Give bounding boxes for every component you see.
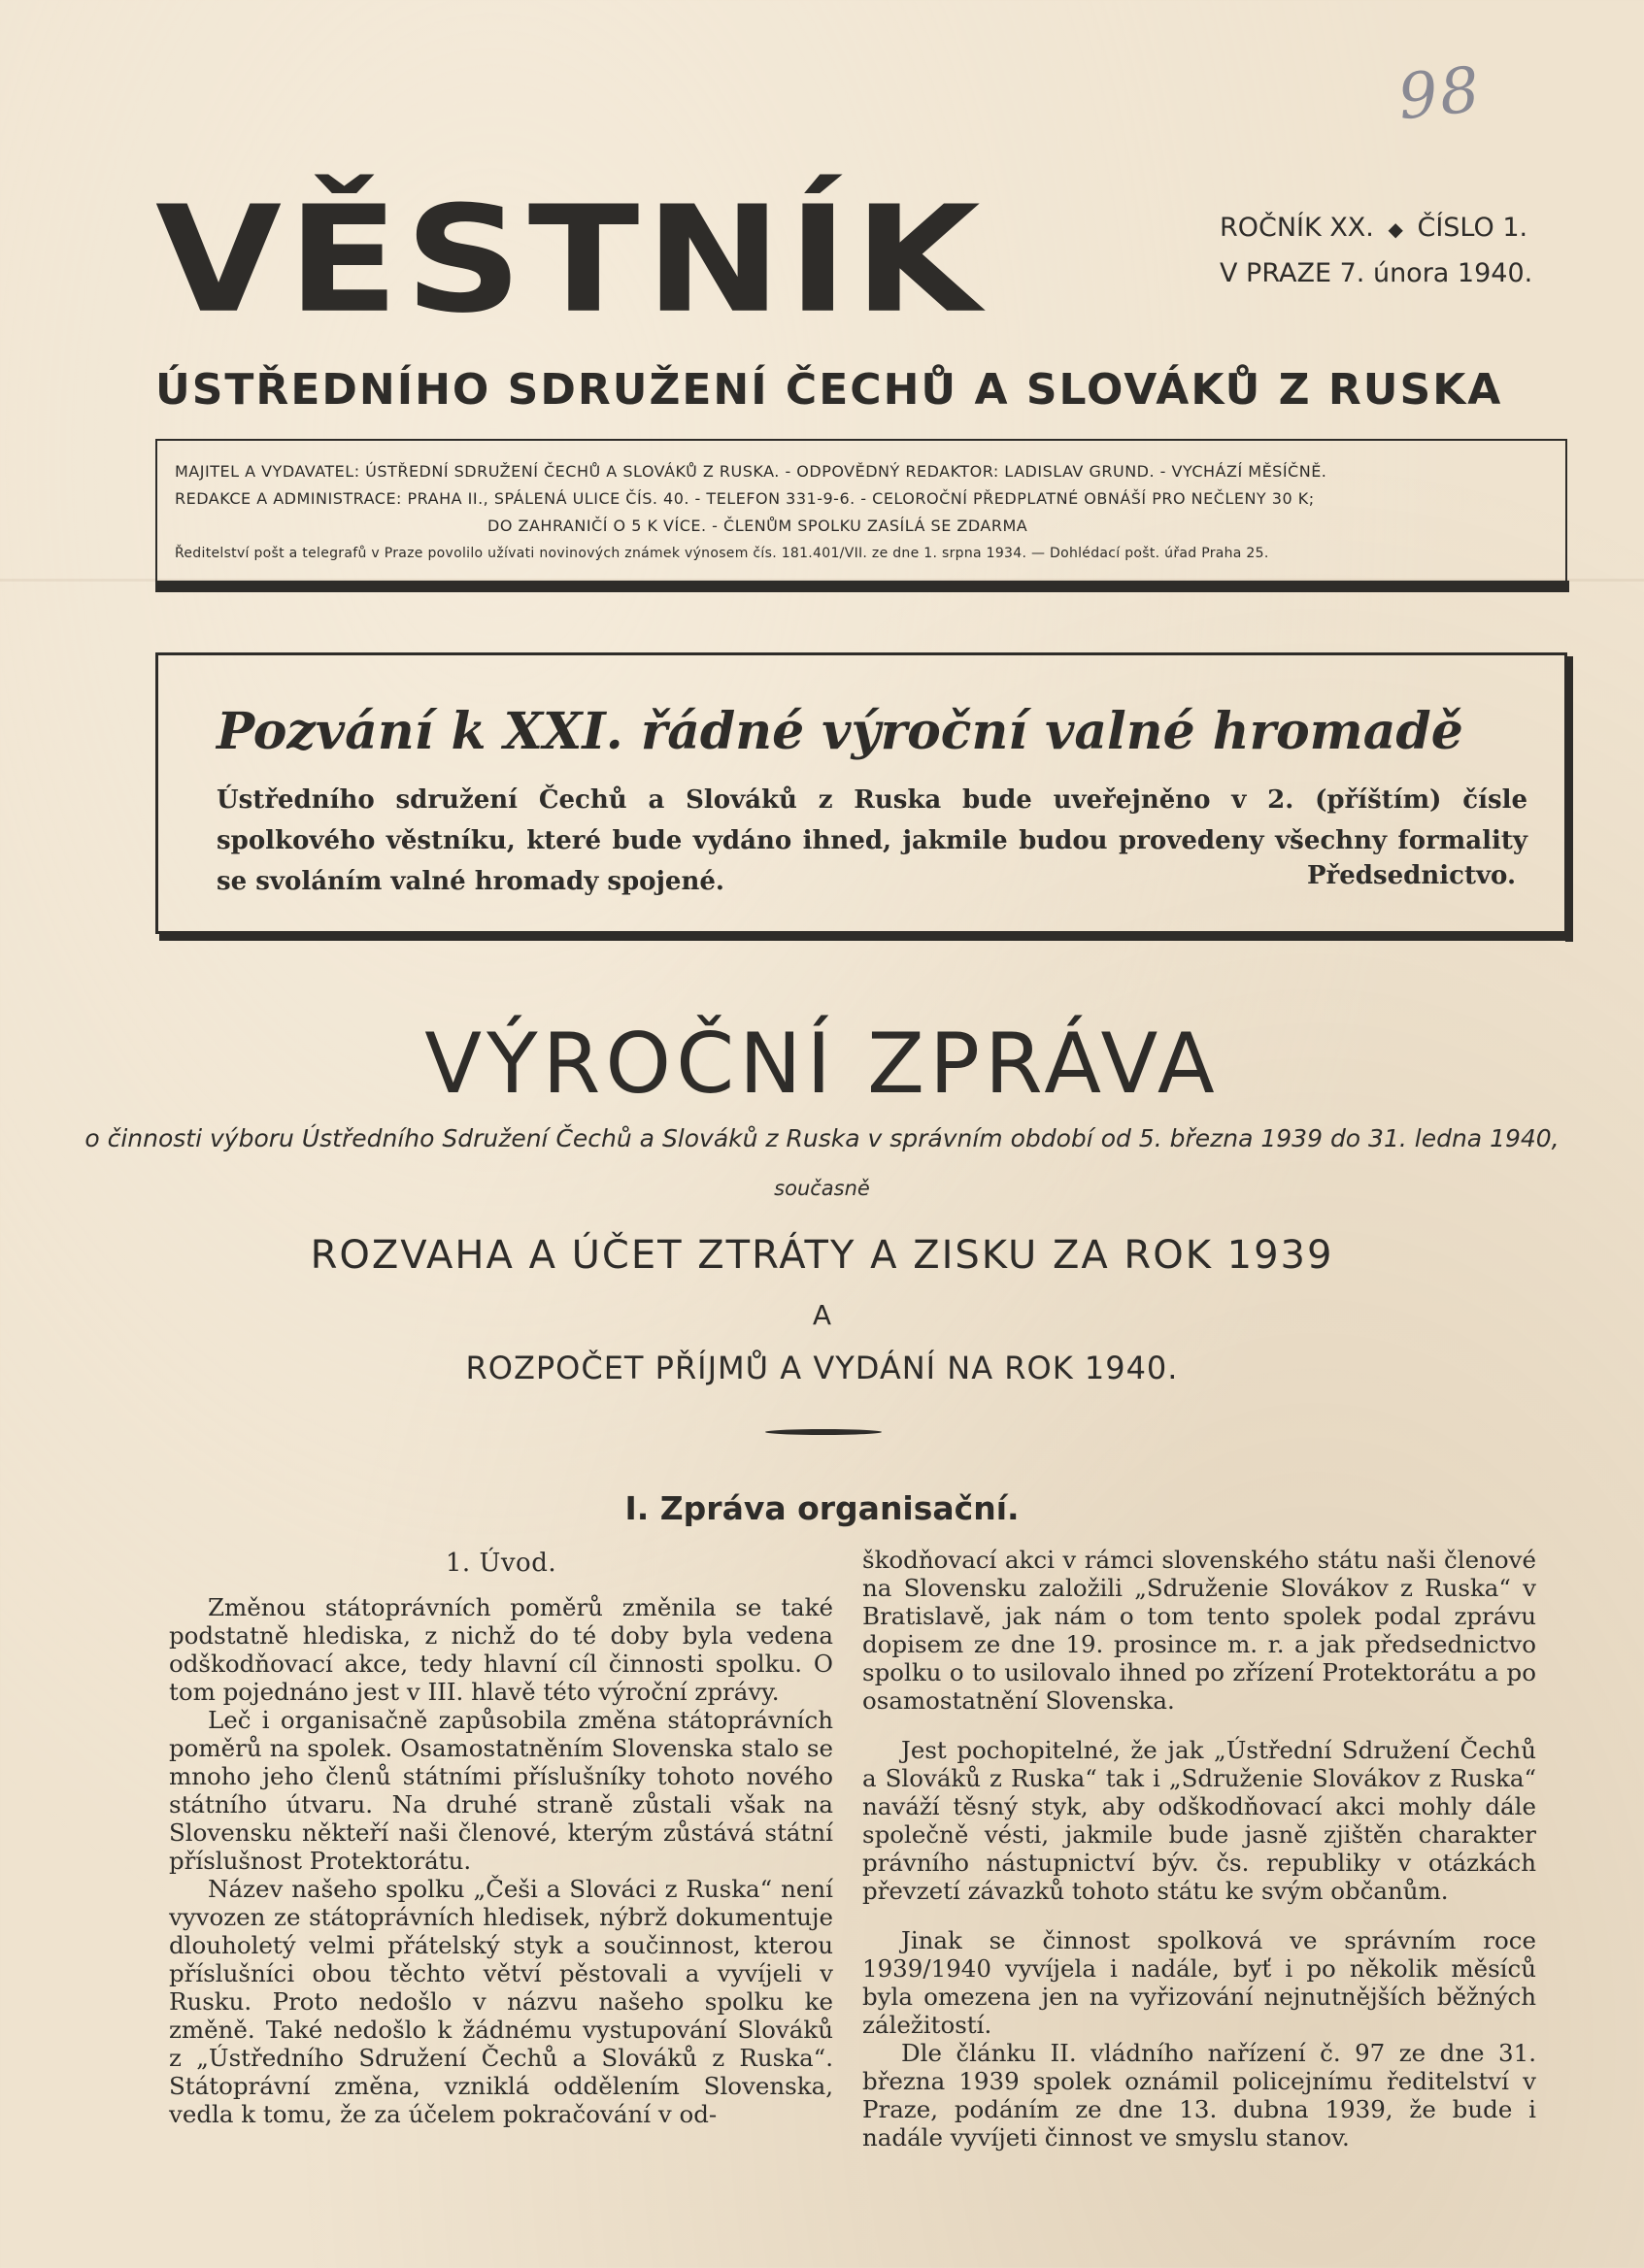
- paragraph-continuation: škodňovací akci v rámci slovenského státu naši členové na Slovensku založili „Sdruženie Slovákov z Ruska“ v Bratislavě, jak nám o tom tento spolek podal zprávu dopisem ze dne 19. prosince m. r. a jak předsednictvo spolku o to usilovalo ihned po zřízení Protektorátu a po osamostatnění Slovenska.: [862, 1546, 1536, 1715]
- report-title: VÝROČNÍ ZPRÁVA: [424, 1016, 1220, 1113]
- announcement-box: [155, 652, 1567, 934]
- imprint-line-publisher: MAJITEL A VYDAVATEL: ÚSTŘEDNÍ SDRUŽENÍ ČECHŮ A SLOVÁKŮ Z RUSKA. - ODPOVĚDNÝ REDAKTOR: LADISLAV GRUND. - VYCHÁZÍ MĚSÍČNĚ.: [175, 462, 1327, 481]
- paragraph: Název našeho spolku „Češi a Slováci z Ruska“ není vyvozen ze státoprávních hledisek, nýbrž dokumentuje dlouholetý velmi přátelský styk a součinnost, kterou příslušníci obou těchto větví pěstovali a vyvíjeli v Rusku. Proto nedošlo v názvu našeho spolku ke změně. Také nedošlo k žádnému vystupování Slováků z „Ústředního Sdružení Čechů a Slováků z Ruska“. Státoprávní změna, vzniklá oddělením Slovenska, vedla k tomu, že za účelem pokračování v od-: [169, 1875, 833, 2128]
- announcement-signature: Předsednictvo.: [1307, 861, 1516, 890]
- newspaper-title: VĚSTNÍK: [155, 174, 987, 346]
- report-heading-budget: ROZPOČET PŘÍJMŮ A VYDÁNÍ NA ROK 1940.: [465, 1350, 1179, 1386]
- issue-number: ČÍSLO 1.: [1417, 213, 1528, 243]
- volume-number: ROČNÍK XX.: [1220, 213, 1374, 243]
- imprint-rule: [155, 581, 1569, 592]
- paragraph: Změnou státoprávních poměrů změnila se také podstatně hlediska, z nichž do té doby byla vedena odškodňovací akce, tedy hlavní cíl činnosti spolku. O tom pojednáno jest v III. hlavě této výroční zprávy.: [169, 1593, 833, 1706]
- volume-issue-line: [1220, 206, 1532, 251]
- text-column-left: [169, 1550, 833, 2128]
- imprint-line-subscription: DO ZAHRANIČÍ O 5 K VÍCE. - ČLENŮM SPOLKU ZASÍLÁ SE ZDARMA: [487, 517, 1028, 535]
- imprint-line-address: REDAKCE A ADMINISTRACE: PRAHA II., SPÁLENÁ ULICE ČÍS. 40. - TELEFON 331-9-6. - CELOROČNÍ PŘEDPLATNÉ OBNÁŠÍ PRO NEČLENY 30 K;: [175, 489, 1315, 508]
- text-column-right: [862, 1546, 1536, 2151]
- announcement-title: Pozvání k XXI. řádné výroční valné hromadě: [217, 702, 1463, 761]
- ornamental-divider: [765, 1429, 882, 1435]
- paragraph: Dle článku II. vládního nařízení č. 97 ze dne 31. března 1939 spolek oznámil policejnímu ředitelství v Praze, podáním ze dne 13. dubna 1939, že bude i nadále vyvíjeti činnost ve smyslu stanov.: [862, 2039, 1536, 2151]
- newspaper-subtitle: ÚSTŘEDNÍHO SDRUŽENÍ ČECHŮ A SLOVÁKŮ Z RUSKA: [155, 365, 1503, 415]
- report-and: A: [812, 1299, 832, 1331]
- diamond-bullet-icon: ◆: [1388, 217, 1403, 241]
- section-heading: I. Zpráva organisační.: [624, 1489, 1020, 1527]
- issue-info: [1220, 206, 1532, 296]
- subsection-heading: 1. Úvod.: [445, 1549, 557, 1578]
- paragraph: Jest pochopitelné, že jak „Ústřední Sdružení Čechů a Slováků z Ruska“ tak i „Sdruženie Slovákov z Ruska“ naváží těsný styk, aby odškodňovací akci mohly dále společně vésti, jakmile bude jasně zjištěn charakter právního nástupnictví býv. čs. republiky v otázkách převzetí závazků tohoto státu ke svým občanům.: [862, 1736, 1536, 1905]
- report-heading-balance: ROZVAHA A ÚČET ZTRÁTY A ZISKU ZA ROK 1939: [310, 1233, 1334, 1278]
- announcement-body: Ústředního sdružení Čechů a Slováků z Ruska bude uveřejněno v 2. (příštím) čísle spolkového věstníku, které bude vydáno ihned, jakmile budou provedeny všechny formality se svoláním valné hromady spojené.: [217, 785, 1527, 896]
- paragraph: Jinak se činnost spolková ve správním roce 1939/1940 vyvíjela i nadále, byť i po několik měsíců byla omezena jen na vyřizování nejnutnějších běžných záležitostí.: [862, 1926, 1536, 2039]
- report-conjunction: současně: [774, 1177, 870, 1200]
- handwritten-note: 98: [1394, 53, 1486, 135]
- report-subtitle: o činnosti výboru Ústředního Sdružení Čechů a Slováků z Ruska v správním období od 5. března 1939 do 31. ledna 1940,: [84, 1124, 1560, 1152]
- imprint-box: [155, 439, 1567, 583]
- imprint-line-postal: Ředitelství pošt a telegrafů v Praze povolilo užívati novinových známek výnosem čís. 181.401/VII. ze dne 1. srpna 1934. — Dohlédací pošt. úřad Praha 25.: [175, 546, 1269, 561]
- dateline: V PRAZE 7. února 1940.: [1220, 258, 1533, 288]
- paragraph: Leč i organisačně zapůsobila změna státoprávních poměrů na spolek. Osamostatněním Slovenska stalo se mnoho jeho členů státními příslušníky tohoto nového státního útvaru. Na druhé straně zůstali však na Slovensku někteří naši členové, kterým zůstává státní příslušnost Protektorátu.: [169, 1706, 833, 1875]
